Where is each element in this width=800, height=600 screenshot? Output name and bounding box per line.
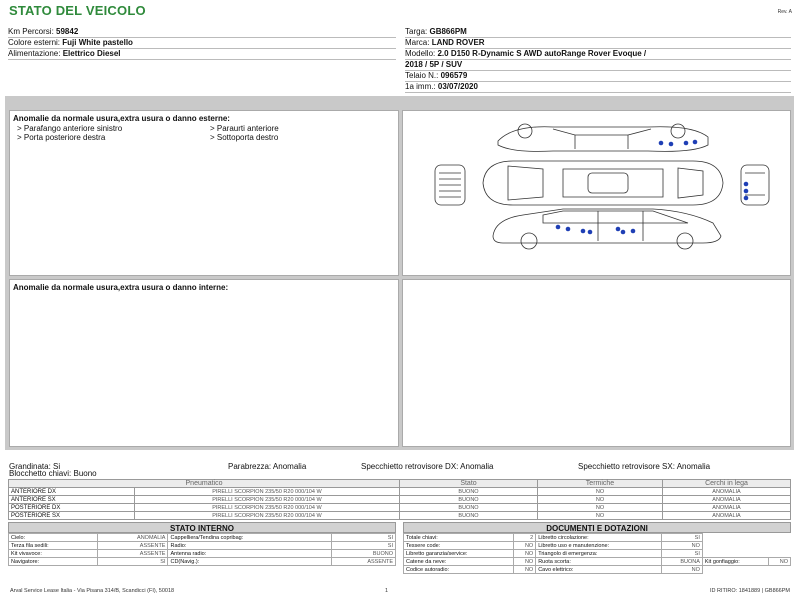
internal-state-value: ANOMALIA <box>98 534 168 542</box>
tyre-thermal: NO <box>538 504 663 512</box>
footer-company: Arval Service Lease Italia - Via Pisana 314/B, Scandicci (FI), 50018 <box>10 588 175 594</box>
tyre-position: ANTERIORE SX <box>9 496 135 504</box>
damage-marker <box>744 196 749 201</box>
keys-label: Blocchetto chiavi: Buono <box>9 469 97 478</box>
tyre-header: Termiche <box>538 480 663 488</box>
document-value: SI <box>662 550 703 558</box>
internal-state-row <box>9 550 396 558</box>
tyre-state: BUONO <box>400 488 538 496</box>
damage-marker <box>581 229 586 234</box>
document-value: NO <box>514 566 536 574</box>
model-value: 2.0 D150 R-Dynamic S AWD autoRange Rover Evoque / <box>437 49 647 58</box>
tyre-rim: ANOMALIA <box>663 496 791 504</box>
document-row <box>404 558 791 566</box>
document-label: Kit gonfiaggio: <box>702 558 768 566</box>
car-side-view-lower <box>493 209 721 243</box>
registration-row: 1a imm.: 03/07/2020 <box>405 82 791 93</box>
footer-id: ID RITIRO: 1841889 | GB866PM <box>710 588 790 594</box>
grandinata-label: Grandinata: Si <box>9 462 61 471</box>
tyre-row <box>9 496 791 504</box>
damage-item: > Parafango anteriore sinistro <box>17 124 123 133</box>
page-title: STATO DEL VEICOLO <box>9 3 146 18</box>
damage-marker <box>669 142 674 147</box>
left-info <box>8 27 396 60</box>
document-value: BUONA <box>662 558 703 566</box>
car-top-view-upper <box>498 127 708 152</box>
external-damage-col2 <box>210 124 279 142</box>
km-value: 59842 <box>56 27 79 36</box>
car-plan-view <box>483 161 723 205</box>
km-row: Km Percorsi: 59842 <box>8 27 396 38</box>
damage-marker <box>684 141 689 146</box>
internal-state-value: ASSENTE <box>331 558 395 566</box>
internal-state-label: Terza fila sedili: <box>9 542 98 550</box>
internal-state-label: Radio: <box>168 542 331 550</box>
damage-marker <box>588 230 593 235</box>
document-value: NO <box>662 542 703 550</box>
damage-item: > Porta posteriore destra <box>17 133 106 142</box>
damage-markers <box>556 140 749 235</box>
document-value: NO <box>514 550 536 558</box>
document-value: NO <box>662 566 703 574</box>
damage-marker <box>693 140 698 145</box>
internal-state-label: Cielo: <box>9 534 98 542</box>
internal-state-label: Kit vivavoce: <box>9 550 98 558</box>
tyre-thermal: NO <box>538 512 663 520</box>
tyre-model: PIRELLI SCORPION 235/50 R20 000/104 W <box>134 512 399 520</box>
car-diagram <box>403 111 790 275</box>
fuel-value: Elettrico Diesel <box>62 49 121 58</box>
tyre-rim: ANOMALIA <box>663 488 791 496</box>
color-row: Colore esterni: Fuji White pastello <box>8 38 396 49</box>
document-row <box>404 566 791 574</box>
damage-marker <box>744 189 749 194</box>
mirror-dx-label: Specchietto retrovisore DX: Anomalia <box>361 462 494 471</box>
document-label: Codice autoradio: <box>404 566 514 574</box>
separator-bar <box>5 96 794 108</box>
damage-item: > Sottoporta destro <box>210 133 279 142</box>
plate-value: GB866PM <box>429 27 467 36</box>
external-damage-col1 <box>17 124 122 142</box>
tyre-header: Cerchi in lega <box>663 480 791 488</box>
tyre-thermal: NO <box>538 488 663 496</box>
tyre-row <box>9 488 791 496</box>
mirror-sx-label: Specchietto retrovisore SX: Anomalia <box>578 462 711 471</box>
tyre-model: PIRELLI SCORPION 235/50 R20 000/104 W <box>134 488 399 496</box>
tyre-state: BUONO <box>400 504 538 512</box>
damage-marker <box>621 230 626 235</box>
model-row-2 <box>405 60 791 71</box>
damage-marker <box>566 227 571 232</box>
internal-state-row <box>9 542 396 550</box>
plate-row: Targa: GB866PM <box>405 27 791 38</box>
internal-state-label: Antenna radio: <box>168 550 331 558</box>
tyre-row <box>9 504 791 512</box>
tyre-position: POSTERIORE DX <box>9 504 135 512</box>
document-value: NO <box>768 558 790 566</box>
tyre-state: BUONO <box>400 496 538 504</box>
brand-value: LAND ROVER <box>431 38 485 47</box>
document-label: Triangolo di emergenza: <box>536 550 662 558</box>
internal-state-label: Cappelliera/Tendina copribag: <box>168 534 331 542</box>
tyre-thermal: NO <box>538 496 663 504</box>
document-value: NO <box>514 558 536 566</box>
internal-state-value: ASSENTE <box>98 550 168 558</box>
internal-damage-panel-right <box>402 279 791 447</box>
internal-state-label: CD(Navig.): <box>168 558 331 566</box>
document-value: SI <box>662 534 703 542</box>
tyres-table <box>8 479 791 520</box>
documents-section <box>403 522 791 574</box>
tyre-position: POSTERIORE SX <box>9 512 135 520</box>
damage-marker <box>744 182 749 187</box>
document-label: Totale chiavi: <box>404 534 514 542</box>
internal-state-value: SI <box>331 534 395 542</box>
tyre-rim: ANOMALIA <box>663 504 791 512</box>
damage-marker <box>659 141 664 146</box>
document-row <box>404 550 791 558</box>
tyre-position: ANTERIORE DX <box>9 488 135 496</box>
tyre-state: BUONO <box>400 512 538 520</box>
internal-state-row <box>9 534 396 542</box>
tyre-rim: ANOMALIA <box>663 512 791 520</box>
car-diagram-panel <box>402 110 791 276</box>
damage-marker <box>631 229 636 234</box>
brand-row: Marca: LAND ROVER <box>405 38 791 49</box>
right-info <box>405 27 791 93</box>
document-label: Libretto garanzia/service: <box>404 550 514 558</box>
internal-state-section <box>8 522 396 566</box>
internal-state-value: SI <box>98 558 168 566</box>
internal-state-value: BUONO <box>331 550 395 558</box>
damage-item: > Paraurti anteriore <box>210 124 279 133</box>
damage-marker <box>556 225 561 230</box>
documents-title: DOCUMENTI E DOTAZIONI <box>403 522 791 533</box>
internal-state-value: SI <box>331 542 395 550</box>
internal-state-value: ASSENTE <box>98 542 168 550</box>
document-label: Cavo elettrico: <box>536 566 662 574</box>
internal-damage-panel <box>9 279 399 447</box>
model-row: Modello: 2.0 D150 R-Dynamic S AWD autoRange Rover Evoque / <box>405 49 791 60</box>
damage-marker <box>616 227 621 232</box>
document-row <box>404 534 791 542</box>
tyre-row <box>9 512 791 520</box>
model-value-2: 2018 / 5P / SUV <box>405 60 463 69</box>
document-label: Ruota scorta: <box>536 558 662 566</box>
document-value: 2 <box>514 534 536 542</box>
external-damage-panel <box>9 110 399 276</box>
internal-damage-title: Anomalie da normale usura,extra usura o danno interne: <box>13 283 229 292</box>
document-row <box>404 542 791 550</box>
registration-value: 03/07/2020 <box>437 82 478 91</box>
color-value: Fuji White pastello <box>62 38 133 47</box>
frame-row: Telaio N.: 096579 <box>405 71 791 82</box>
footer-page: 1 <box>385 588 389 594</box>
fuel-row: Alimentazione: Elettrico Diesel <box>8 49 396 60</box>
document-label: Catene da neve: <box>404 558 514 566</box>
internal-state-label: Navigatore: <box>9 558 98 566</box>
document-label: Tessere code: <box>404 542 514 550</box>
frame-value: 096579 <box>440 71 468 80</box>
document-value: NO <box>514 542 536 550</box>
tyre-header: Pneumatico <box>9 480 400 488</box>
external-damage-title: Anomalie da normale usura,extra usura o danno esterne: <box>13 114 230 123</box>
tyre-model: PIRELLI SCORPION 235/50 R20 000/104 W <box>134 504 399 512</box>
windshield-label: Parabrezza: Anomalia <box>228 462 307 471</box>
document-label: Libretto circolazione: <box>536 534 662 542</box>
internal-state-row <box>9 558 396 566</box>
revision-label: Rev. A <box>777 9 792 15</box>
tyre-model: PIRELLI SCORPION 235/50 R20 000/104 W <box>134 496 399 504</box>
tyre-header: Stato <box>400 480 538 488</box>
document-label: Libretto uso e manutenzione: <box>536 542 662 550</box>
internal-state-title: STATO INTERNO <box>8 522 396 533</box>
